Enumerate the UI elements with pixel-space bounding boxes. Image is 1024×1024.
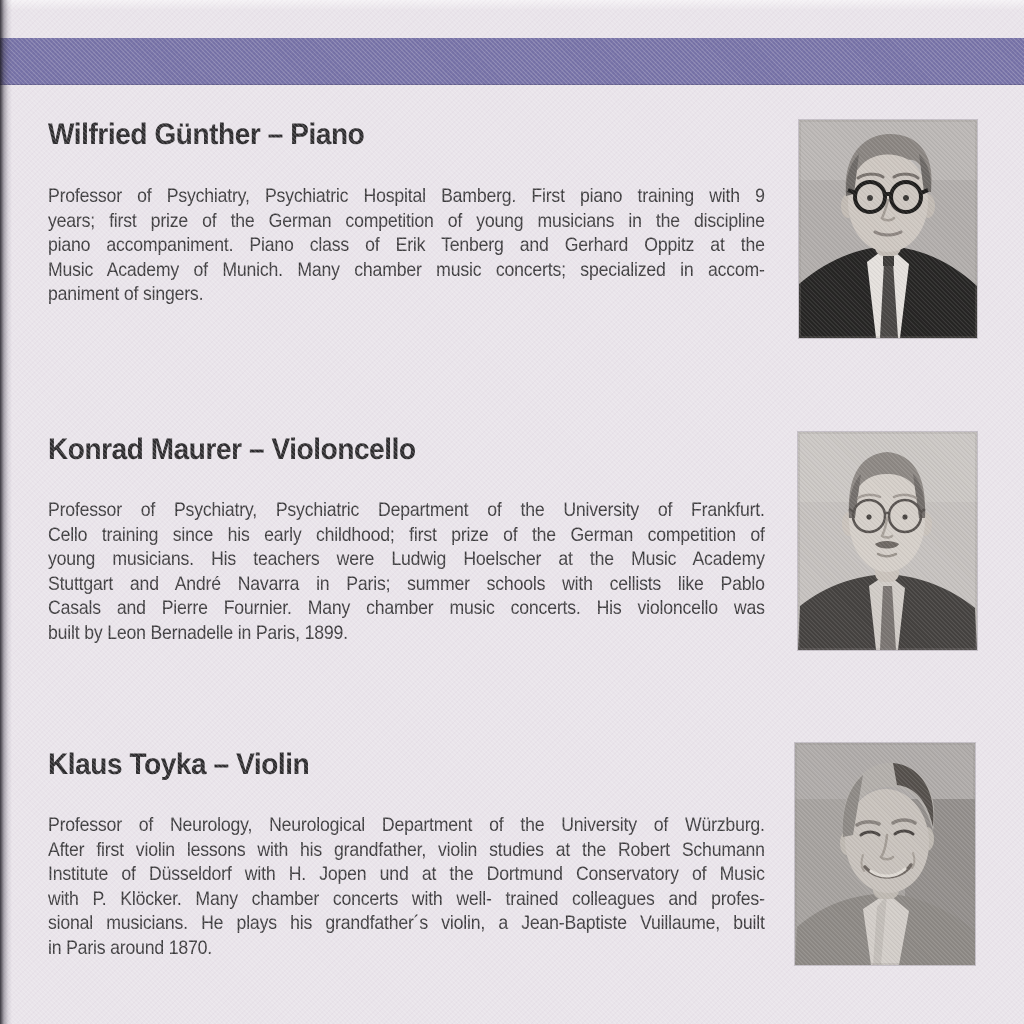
bio-line: paniment of singers. (48, 283, 204, 306)
bio-line: Music Academy of Munich. Many chamber music concerts; specialized in accom- (48, 258, 765, 281)
musician-heading-toyka: Klaus Toyka – Violin (48, 748, 310, 781)
scan-left-edge-shadow (0, 0, 12, 1024)
bio-line: with P. Klöcker. Many chamber concerts with well- trained colleagues and profes- (48, 887, 765, 910)
portrait-photo-toyka (795, 743, 975, 965)
bio-line: After first violin lessons with his grandfather, violin studies at the Robert Schumann (48, 838, 765, 861)
bio-line: Stuttgart and André Navarra in Paris; summer schools with cellists like Pablo (48, 572, 765, 595)
bio-line: piano accompaniment. Piano class of Erik Tenberg and Gerhard Oppitz at the (48, 234, 765, 257)
bio-line: in Paris around 1870. (48, 936, 212, 959)
bio-line: young musicians. His teachers were Ludwig Hoelscher at the Music Academy (48, 548, 765, 571)
bio-line: Casals and Pierre Fournier. Many chamber music concerts. His violoncello was (48, 597, 765, 620)
decorative-purple-band (0, 38, 1024, 85)
bio-line: Professor of Neurology, Neurological Department of the University of Würzburg. (48, 814, 765, 836)
bio-line: Professor of Psychiatry, Psychiatric Department of the University of Frankfurt. (48, 499, 765, 521)
musician-heading-guenther: Wilfried Günther – Piano (48, 118, 365, 151)
scan-top-edge (0, 0, 1024, 10)
musician-heading-maurer: Konrad Maurer – Violoncello (48, 433, 416, 466)
portrait-photo-guenther (799, 120, 977, 338)
musician-bio-maurer (48, 498, 765, 646)
portrait-maurer-graphic (798, 432, 977, 650)
bio-line: Institute of Düsseldorf with H. Jopen und at the Dortmund Conservatory of Music (48, 863, 765, 886)
musician-bio-toyka (48, 813, 765, 961)
bio-line: Cello training since his early childhood; first prize of the German competition of (48, 523, 765, 546)
bio-line: Professor of Psychiatry, Psychiatric Hospital Bamberg. First piano training with 9 (48, 185, 765, 207)
portrait-toyka-graphic (795, 743, 975, 965)
bio-line: years; first prize of the German competition of young musicians in the discipline (48, 209, 765, 232)
musician-bio-guenther (48, 184, 765, 307)
portrait-guenther-graphic (799, 120, 977, 338)
portrait-photo-maurer (798, 432, 977, 650)
bio-line: sional musicians. He plays his grandfather´s violin, a Jean-Baptiste Vuillaume, built (48, 912, 765, 935)
bio-line: built by Leon Bernadelle in Paris, 1899. (48, 621, 348, 644)
